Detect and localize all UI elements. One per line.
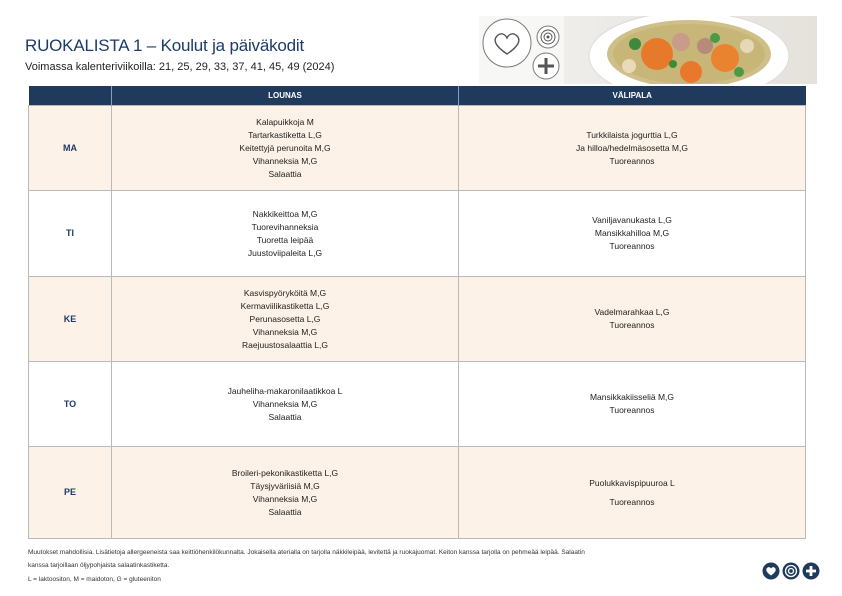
menu-item: Vadelmarahkaa L,G — [594, 307, 670, 317]
valipala-cell — [459, 277, 806, 362]
footer-line: kanssa tarjoillaan öljypohjaista salaatinkastiketta. — [28, 561, 170, 569]
menu-item: Tuoreannos — [609, 320, 655, 330]
table-row — [29, 106, 806, 191]
validity-weeks: Voimassa kalenteriviikoilla: 21, 25, 29, 33, 37, 41, 45, 49 (2024) — [25, 61, 335, 73]
menu-item: Broileri-pekonikastiketta L,G — [231, 467, 339, 478]
menu-item: Perunasosetta L,G — [249, 313, 321, 324]
day-cell: TI — [29, 191, 112, 277]
lounas-cell — [112, 106, 459, 191]
plus-icon — [803, 563, 820, 580]
lounas-cell — [112, 277, 459, 362]
menu-item: Täysjyväriisiä M,G — [250, 480, 320, 491]
menu-item: Tuorevihanneksia — [251, 221, 319, 232]
table-row — [29, 277, 806, 362]
menu-item: Vaniljavanukasta L,G — [592, 215, 672, 225]
valipala-cell — [459, 106, 806, 191]
menu-item: Keitettyjä perunoita M,G — [239, 142, 331, 153]
menu-item: Vihanneksia M,G — [252, 398, 318, 409]
footer-notes — [28, 547, 688, 587]
menu-item: Puolukkavispipuuroa L — [589, 477, 675, 488]
menu-item: Turkkilaista jogurttia L,G — [586, 129, 678, 140]
valipala-cell — [459, 191, 806, 277]
spiral-icon — [783, 563, 800, 580]
menu-item: Vihanneksia M,G — [252, 493, 318, 504]
day-cell: TO — [29, 362, 112, 447]
table-row — [29, 362, 806, 447]
menu-item: Salaattia — [268, 506, 302, 517]
header-valipala: VÄLIPALA — [459, 86, 806, 106]
day-cell: MA — [29, 106, 112, 191]
day-cell: KE — [29, 277, 112, 362]
menu-item: Mansikkahilloa M,G — [594, 228, 670, 238]
menu-item: Tuoretta leipää — [256, 234, 314, 245]
heart-icon — [763, 563, 780, 580]
header-lounas: LOUNAS — [112, 86, 459, 106]
menu-item: Tuoreannos — [609, 155, 655, 166]
menu-item: Raejuustosalaattia L,G — [242, 339, 328, 350]
table-header-row — [29, 86, 806, 106]
menu-item: Ja hilloa/hedelmäsosetta M,G — [576, 142, 688, 153]
menu-item: Tartarkastiketta L,G — [248, 129, 322, 140]
valipala-cell — [459, 362, 806, 447]
menu-item: Kasvispyöryköitä M,G — [243, 287, 327, 298]
soup-photo — [479, 16, 817, 84]
lounas-cell — [112, 362, 459, 447]
menu-item: Nakkikeittoa M,G — [252, 208, 318, 219]
menu-item: Tuoreannos — [609, 241, 655, 251]
footer-line: Muutokset mahdollisia. Lisätietoja allergeeneista saa keittiöhenkilökunnalta. Jokaisella aterialla on tarjolla näkkileipää, levitettä ja ruokajuomat. Keiton kanssa tarjolla on pehmeää leipää. Salaatin — [28, 549, 585, 556]
menu-item: Jauheliha-makaronilaatikkoa L — [227, 385, 343, 396]
page-title: RUOKALISTA 1 – Koulut ja päiväkodit — [25, 36, 305, 55]
table-row — [29, 191, 806, 277]
menu-item: Juustoviipaleita L,G — [247, 247, 323, 258]
header-day — [29, 86, 112, 106]
menu-item: Vihanneksia M,G — [252, 155, 318, 166]
menu-item: Mansikkakiisseliä M,G — [589, 392, 675, 402]
menu-item: Kalapuikkoja M — [256, 116, 314, 127]
menu-item: Salaattia — [268, 168, 302, 179]
lounas-cell — [112, 191, 459, 277]
table-row — [29, 447, 806, 539]
menu-item: Salaattia — [268, 411, 302, 422]
day-cell: PE — [29, 447, 112, 539]
valipala-cell — [459, 447, 806, 539]
brand-badge — [479, 16, 564, 84]
brand-logo — [762, 562, 820, 580]
menu-item: Tuoreannos — [609, 405, 655, 415]
lounas-cell — [112, 447, 459, 539]
menu-item: Kermaviilikastiketta L,G — [240, 300, 330, 311]
allergen-legend: L = laktoositon, M = maidoton, G = gluteeniton — [28, 576, 161, 583]
menu-item: Tuoreannos — [609, 496, 655, 507]
menu-item: Vihanneksia M,G — [252, 326, 318, 337]
menu-table — [28, 86, 806, 539]
